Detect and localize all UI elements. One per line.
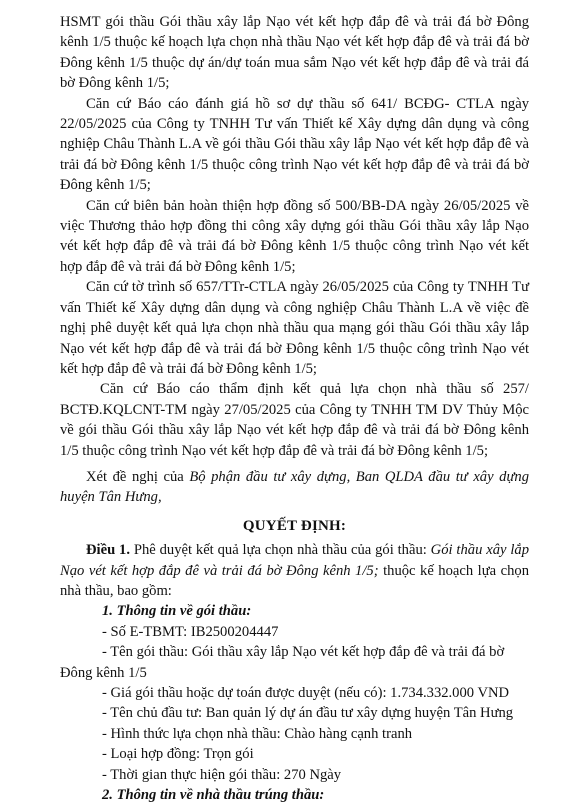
list-item-package-name: - Tên gói thầu: Gói thầu xây lắp Nạo vét kết hợp đắp đê và trải đá bờ Đông kênh 1/5	[60, 644, 505, 681]
list-item-etbmt: - Số E-TBMT: IB2500204447	[102, 623, 279, 640]
paragraph-submission: Căn cứ tờ trình số 657/TTr-CTLA ngày 26/05/2025 của Công ty TNHH Tư vấn Thiết kế Xây dựng dân dụng và công nghiệp Châu Thành L.A về việc đề nghị phê duyệt kết quả lựa chọn nhà thầu qua mạng gói thầu Gói thầu xây lắp Nạo vét kết hợp đắp đê và trải đá bờ Đông kênh 1/5 thuộc công trình Nạo vét kết hợp đắp đê và trải đá bờ Đông kênh 1/5;	[60, 279, 529, 377]
article-1	[60, 540, 529, 601]
proposal-prefix: Xét đề nghị của	[86, 468, 190, 485]
paragraph-appraisal-report: Căn cứ Báo cáo thẩm định kết quả lựa chọn nhà thầu số 257/ BCTĐ.KQLCNT-TM ngày 27/05/2025 của Công ty TNHH TM DV Thủy Mộc về gói thầu Gói thầu xây lắp Nạo vét kết hợp đắp đê và trải đá bờ Đông kênh 1/5 thuộc công trình Nạo vét kết hợp đắp đê và trải đá bờ Đông kênh 1/5;	[60, 381, 529, 459]
section-1-title: 1. Thông tin về gói thầu:	[102, 603, 252, 620]
section-2-title: 2. Thông tin về nhà thầu trúng thầu:	[102, 787, 325, 804]
article-1-text-after: thuộc kế hoạch lựa chọn nhà thầu, bao gồm:	[60, 562, 529, 599]
list-item-package-price: - Giá gói thầu hoặc dự toán được duyệt (nếu có): 1.734.332.000 VND	[102, 685, 510, 701]
list-item-selection-method: - Hình thức lựa chọn nhà thầu: Chào hàng cạnh tranh	[102, 725, 413, 742]
list-item-duration: - Thời gian thực hiện gói thầu: 270 Ngày	[102, 766, 342, 783]
paragraph-hsmt: HSMT gói thầu Gói thầu xây lắp Nạo vét kết hợp đắp đê và trải đá bờ Đông kênh 1/5 thuộc kế hoạch lựa chọn nhà thầu Nạo vét kết hợp đắp đê và trải đá bờ Đông kênh 1/5 thuộc dự án/dự toán mua sắm Nạo vét kết hợp đắp đê và trải đá bờ Đông kênh 1/5;	[60, 14, 529, 92]
proposal-unit: Bộ phận đầu tư xây dựng, Ban QLDA đầu tư xây dựng huyện Tân Hưng,	[60, 468, 529, 506]
list-item-contract-type: - Loại hợp đồng: Trọn gói	[102, 746, 254, 763]
paragraph-proposal	[60, 467, 529, 508]
decision-heading: QUYẾT ĐỊNH:	[242, 517, 347, 534]
list-item-investor: - Tên chủ đầu tư: Ban quản lý dự án đầu tư xây dựng huyện Tân Hưng	[102, 705, 514, 722]
article-1-label: Điều 1.	[86, 542, 130, 559]
article-1-package-name: Gói thầu xây lắp Nạo vét kết hợp đắp đê và trải đá bờ Đông kênh 1/5;	[60, 542, 529, 579]
paragraph-evaluation-report: Căn cứ Báo cáo đánh giá hồ sơ dự thầu số 641/ BCĐG- CTLA ngày 22/05/2025 của Công ty TNHH Tư vấn Thiết kế Xây dựng dân dụng và công nghiệp Châu Thành L.A về gói thầu Gói thầu xây lắp Nạo vét kết hợp đắp đê và trải đá bờ Đông kênh 1/5 thuộc công trình Nạo vét kết hợp đắp đê và trải đá bờ Đông kênh 1/5;	[60, 95, 529, 194]
paragraph-contract-minutes: Căn cứ biên bản hoàn thiện hợp đồng số 500/BB-DA ngày 26/05/2025 về việc Thương thảo hợp đồng thi công xây dựng gói thầu Gói thầu xây lắp Nạo vét kết hợp đắp đê và trải đá bờ Đông kênh 1/5 thuộc công trình Nạo vét kết hợp đắp đê và trải đá bờ Đông kênh 1/5;	[60, 197, 529, 275]
article-1-text-before: Phê duyệt kết quả lựa chọn nhà thầu của gói thầu:	[130, 542, 431, 559]
